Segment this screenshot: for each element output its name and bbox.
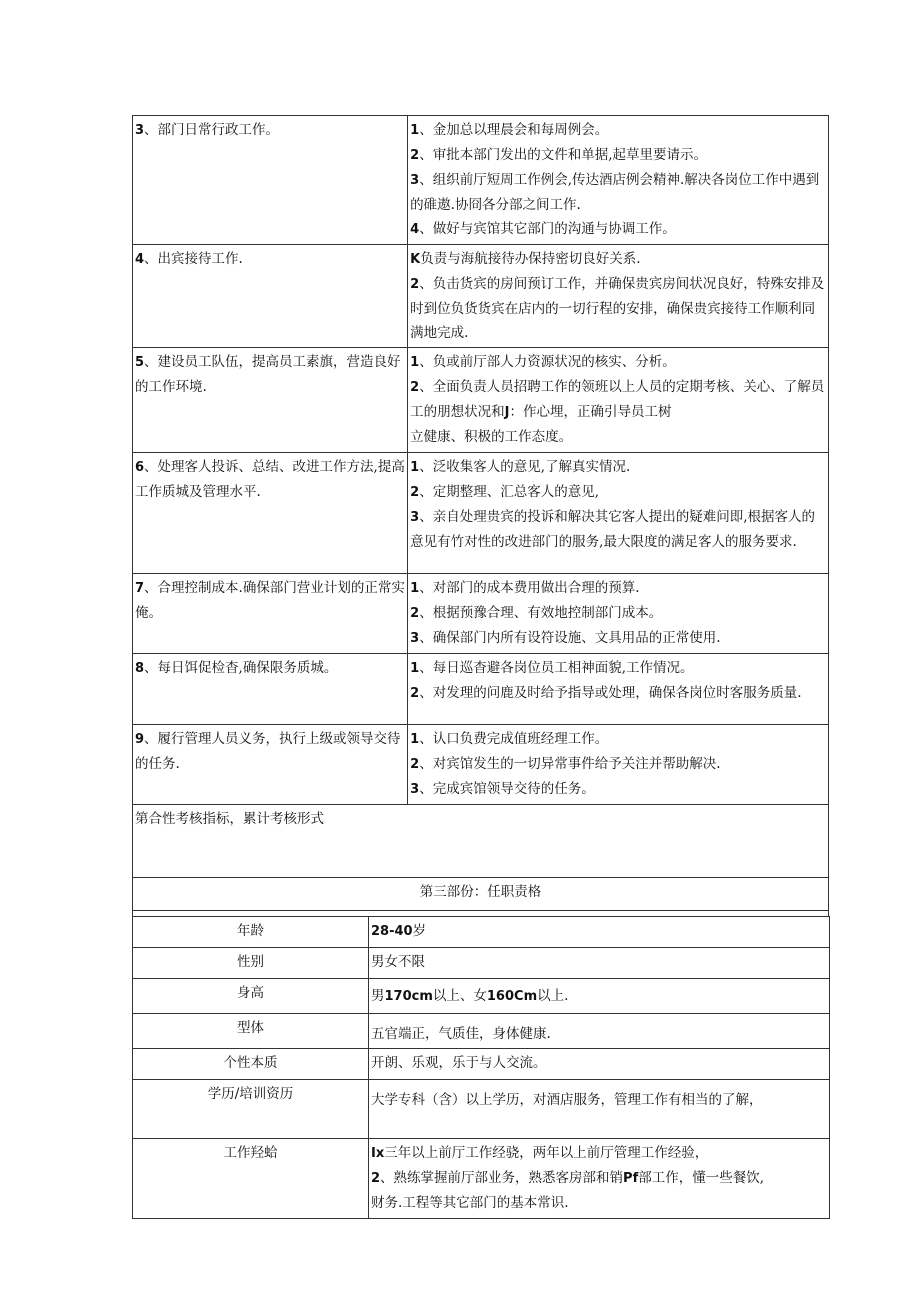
detail-number: 2 bbox=[410, 606, 420, 621]
detail-text: ：作心埋，正确引导员工树 bbox=[509, 404, 672, 420]
detail-text: 、认口负费完成值班经理工作。 bbox=[419, 731, 609, 747]
task-number: 9 bbox=[135, 732, 145, 747]
task-number: 3 bbox=[135, 123, 145, 138]
qualification-value bbox=[369, 1139, 830, 1219]
detail-number: 3 bbox=[410, 631, 420, 646]
height-female: 160Cm bbox=[486, 988, 538, 1004]
task-text: 、合理控制成本.确保部门营业计划的正常实俺。 bbox=[135, 580, 405, 621]
detail-number: 3 bbox=[410, 782, 420, 797]
detail-number: 2 bbox=[410, 148, 420, 163]
qualification-value: 五官端正，气质佳，身体健康. bbox=[369, 1014, 830, 1049]
height-text: 以上、女 bbox=[432, 987, 487, 1004]
duty-task bbox=[133, 574, 408, 654]
duty-details bbox=[408, 725, 829, 805]
detail-text: 财务.工程等其它部门的基本常识. bbox=[371, 1195, 569, 1211]
height-text: 男 bbox=[371, 987, 385, 1004]
duty-task bbox=[133, 654, 408, 725]
qualification-value: 开朗、乐观，乐于与人交流。 bbox=[369, 1049, 830, 1080]
duty-details bbox=[408, 245, 829, 348]
detail-text: 、做好与宾馆其它部门的沟通与协调工作。 bbox=[419, 221, 676, 237]
qualification-label: 工作羟蛤 bbox=[133, 1139, 369, 1219]
detail-text: 三年以上前厅工作经骁，两年以上前厅管理工作经验， bbox=[384, 1145, 709, 1161]
duty-row-7 bbox=[133, 574, 829, 654]
detail-text: 、熟练掌握前厅部业务，熟悉客房部和销 bbox=[380, 1170, 624, 1186]
detail-text: 、定期整理、汇总客人的意见, bbox=[419, 484, 600, 500]
qualification-value: 男女不限 bbox=[369, 948, 830, 979]
duty-details bbox=[408, 574, 829, 654]
detail-text: 立健康、积极的工作态度。 bbox=[410, 429, 573, 445]
detail-number: 1 bbox=[410, 460, 420, 475]
detail-number: 1 bbox=[410, 581, 420, 596]
qualification-value: 大学专科（含）以上学历，对酒店服务，管理工作有相当的了解， bbox=[369, 1080, 830, 1139]
duty-row-3 bbox=[133, 116, 829, 245]
detail-text: 负责与海航接待办保持密切良好关系. bbox=[420, 251, 641, 267]
qualification-label: 学历/培训资历 bbox=[133, 1080, 369, 1139]
detail-number: 2 bbox=[410, 686, 420, 701]
qualification-label: 个性本质 bbox=[133, 1049, 369, 1080]
task-text: 、部门日常行政工作。 bbox=[144, 122, 280, 138]
qualification-row-gender bbox=[133, 948, 830, 979]
detail-number: 1 bbox=[410, 123, 420, 138]
qualifications-table bbox=[132, 916, 830, 1219]
task-number: 7 bbox=[135, 581, 145, 596]
duty-row-9 bbox=[133, 725, 829, 805]
qualification-row-height bbox=[133, 979, 830, 1014]
detail-text: 、全面负责人员招聘工作的领班以上人员的定期考核、关心、了解员工的朋想状况和 bbox=[410, 379, 825, 420]
detail-number: 2 bbox=[410, 277, 420, 292]
qualification-row-physique bbox=[133, 1014, 830, 1049]
section-title: 第三部份：任职责格 bbox=[133, 878, 829, 911]
detail-text: 、审批本部门发出的文件和单据,起草里要请示。 bbox=[419, 147, 708, 163]
task-number: 5 bbox=[135, 355, 145, 370]
detail-number: 2 bbox=[410, 380, 420, 395]
qualification-label: 性别 bbox=[133, 948, 369, 979]
height-text: 以上. bbox=[537, 987, 569, 1004]
duty-details bbox=[408, 453, 829, 574]
detail-number: 2 bbox=[410, 485, 420, 500]
detail-text: 、组织前厅短周工作例会,传达酒店例会精神.解决各岗位工作中遇到的碓遨.协冏各分部之间工作. bbox=[410, 172, 820, 213]
duty-row-8 bbox=[133, 654, 829, 725]
detail-text: 、完成宾馆领导交待的任务。 bbox=[419, 781, 595, 797]
detail-number: 1 bbox=[410, 355, 420, 370]
detail-text: 部工作，懂一些餐饮, bbox=[638, 1170, 765, 1186]
duty-row-6 bbox=[133, 453, 829, 574]
section-title-row bbox=[133, 878, 829, 911]
height-male: 170cm bbox=[384, 988, 433, 1004]
qualification-row-education bbox=[133, 1080, 830, 1139]
task-text: 、处理客人投诉、总结、改进工作方法,提高工作质城及管理水平. bbox=[135, 459, 405, 500]
detail-text: 、对发理的问鹿及时给予指导或处理，确保各岗位时客服务质量. bbox=[419, 685, 802, 701]
duty-row-4 bbox=[133, 245, 829, 348]
duty-details bbox=[408, 116, 829, 245]
detail-text: 、泛收集客人的意见,了解真实情况. bbox=[419, 459, 631, 475]
detail-number: Pf bbox=[623, 1171, 639, 1186]
task-text: 、每日饵促检杳,确保限务质城。 bbox=[144, 660, 338, 676]
assessment-summary: 第合性考核指标，累计考核形式 bbox=[133, 805, 829, 878]
detail-number: 3 bbox=[410, 173, 420, 188]
detail-number: K bbox=[410, 252, 421, 267]
qualification-row-personality bbox=[133, 1049, 830, 1080]
qualification-row-age bbox=[133, 917, 830, 948]
duty-task bbox=[133, 245, 408, 348]
duty-task bbox=[133, 116, 408, 245]
task-text: 、履行管理人员义务，执行上级或领导交待的任务. bbox=[135, 731, 401, 772]
age-range: 28-40 bbox=[371, 924, 413, 939]
duty-task bbox=[133, 348, 408, 453]
detail-text: 、负或前厅部人力资源状况的核实、分析。 bbox=[419, 354, 676, 370]
detail-text: 、每日巡杳避各岗位员工相神面貌,工作情况。 bbox=[419, 660, 694, 676]
task-number: 6 bbox=[135, 460, 145, 475]
duty-details bbox=[408, 654, 829, 725]
qualification-value bbox=[369, 917, 830, 948]
detail-number: 1 bbox=[410, 661, 420, 676]
summary-row bbox=[133, 805, 829, 878]
qualification-value bbox=[369, 979, 830, 1014]
detail-number: Ix bbox=[371, 1146, 385, 1161]
qualification-row-experience bbox=[133, 1139, 830, 1219]
duty-details bbox=[408, 348, 829, 453]
detail-text: 、亲自处理贵宾的投诉和解决其它客人提出的疑难问即,根据客人的意见有竹对性的改进部门的服务,最大限度的满足客人的服务要求. bbox=[410, 509, 816, 550]
duty-task bbox=[133, 453, 408, 574]
detail-text: 、负击货宾的房间预订工作，并确保贵宾房间状况良好，特殊安排及时到位负货货宾在店内的一切行程的安排，确保贵宾接待工作顺利同满地完成. bbox=[410, 276, 825, 341]
task-text: 、建设员工队伍，提高员工素旗，营造良好的工作环境. bbox=[135, 354, 401, 395]
detail-number: 1 bbox=[410, 732, 420, 747]
duties-table bbox=[132, 115, 829, 917]
qualification-label: 型体 bbox=[133, 1014, 369, 1049]
task-number: 4 bbox=[135, 252, 145, 267]
task-number: 8 bbox=[135, 661, 145, 676]
task-text: 、出宾接待工作. bbox=[144, 251, 243, 267]
detail-text: 、对宾馆发生的一切异常事件给予关注并帮助解决. bbox=[419, 756, 721, 772]
duty-task bbox=[133, 725, 408, 805]
duty-row-5 bbox=[133, 348, 829, 453]
qualification-label: 身高 bbox=[133, 979, 369, 1014]
detail-number: 4 bbox=[410, 222, 420, 237]
age-unit: 岁 bbox=[412, 923, 427, 939]
qualification-label: 年龄 bbox=[133, 917, 369, 948]
document-page bbox=[132, 115, 829, 1219]
detail-text: 、根据预豫合理、有效地控制部门成本。 bbox=[419, 605, 663, 621]
detail-text: 、对部门的成本费用做出合理的预算. bbox=[419, 580, 640, 596]
detail-number: 3 bbox=[410, 510, 420, 525]
detail-number: 2 bbox=[410, 757, 420, 772]
detail-number: 2 bbox=[371, 1171, 381, 1186]
detail-text: 、确保部门内所有设符设施、文具用品的正常使用. bbox=[419, 630, 721, 646]
detail-number: J bbox=[504, 405, 510, 420]
detail-text: 、金加总以理晨会和每周例会。 bbox=[419, 122, 609, 138]
